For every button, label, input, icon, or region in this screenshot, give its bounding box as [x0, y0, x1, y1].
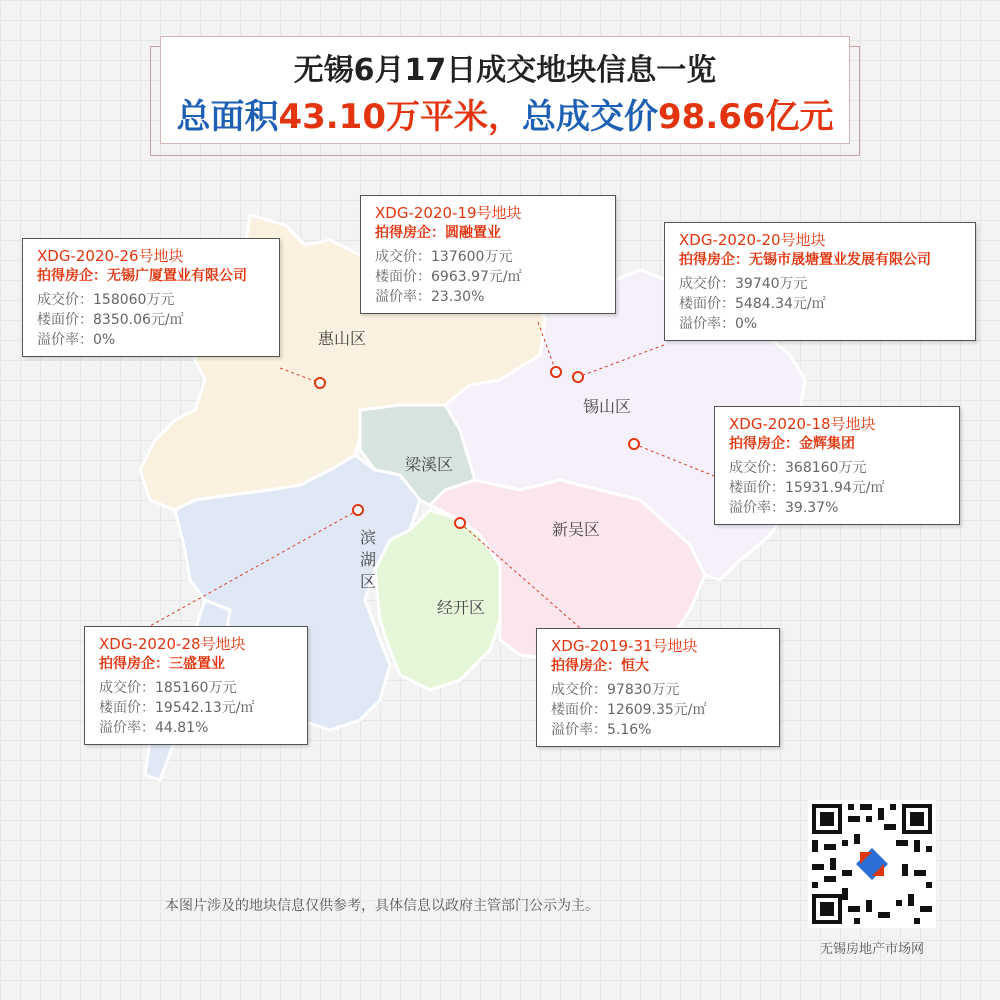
parcel-code: XDG-2019-31号地块 [551, 637, 698, 655]
parcel-price: 成交价：97830万元 [551, 682, 680, 698]
district-label-huishan: 惠山区 [318, 329, 367, 348]
parcel-card-20 [664, 222, 976, 341]
summary-price-value: 98.66亿元 [658, 97, 834, 137]
parcel-premium: 溢价率：5.16% [551, 722, 652, 738]
parcel-premium: 溢价率：39.37% [729, 500, 839, 516]
parcel-code: XDG-2020-28号地块 [99, 635, 246, 653]
parcel-marker-31 [455, 518, 465, 528]
parcel-premium: 溢价率：23.30% [375, 289, 485, 305]
qr-caption: 无锡房地产市场网 [819, 942, 924, 957]
parcel-floor-price: 楼面价：5484.34元/㎡ [679, 296, 826, 312]
parcel-price: 成交价：158060万元 [37, 292, 175, 308]
parcel-floor-price: 楼面价：15931.94元/㎡ [729, 480, 885, 496]
district-label-binhu-char-2: 湖 [359, 550, 376, 569]
parcel-premium: 溢价率：0% [37, 332, 116, 348]
parcel-price: 成交价：39740万元 [679, 276, 808, 292]
parcel-floor-price: 楼面价：8350.06元/㎡ [37, 312, 184, 328]
parcel-card-18 [714, 406, 960, 525]
title-box [160, 36, 850, 144]
parcel-code: XDG-2020-20号地块 [679, 231, 826, 249]
district-label-binhu [358, 527, 378, 593]
district-label-jingkai: 经开区 [437, 598, 486, 617]
parcel-floor-price: 楼面价：6963.97元/㎡ [375, 269, 522, 285]
parcel-marker-18 [629, 439, 639, 449]
parcel-premium: 溢价率：44.81% [99, 720, 209, 736]
parcel-premium: 溢价率：0% [679, 316, 758, 332]
summary-line [161, 89, 849, 138]
parcel-code: XDG-2020-19号地块 [375, 204, 522, 222]
disclaimer-text: 本图片涉及的地块信息仅供参考，具体信息以政府主管部门公示为主。 [165, 898, 599, 914]
parcel-floor-price: 楼面价：19542.13元/㎡ [99, 700, 255, 716]
district-label-binhu-char-1: 滨 [359, 528, 376, 547]
parcel-card-19 [360, 195, 616, 314]
parcel-developer: 拍得房企：圆融置业 [375, 225, 501, 241]
parcel-developer: 拍得房企：恒大 [551, 658, 649, 674]
parcel-price: 成交价：137600万元 [375, 249, 513, 265]
parcel-developer: 拍得房企：无锡市晟塘置业发展有限公司 [679, 252, 931, 268]
parcel-card-28 [84, 626, 308, 745]
parcel-developer: 拍得房企：无锡广厦置业有限公司 [37, 268, 247, 284]
parcel-marker-20 [573, 372, 583, 382]
parcel-floor-price: 楼面价：12609.35元/㎡ [551, 702, 707, 718]
page-title: 无锡6月17日成交地块信息一览 [293, 53, 717, 88]
qr-code-image [808, 800, 936, 928]
parcel-marker-28 [353, 505, 363, 515]
parcel-card-26 [22, 238, 280, 357]
parcel-price: 成交价：368160万元 [729, 460, 867, 476]
parcel-code: XDG-2020-18号地块 [729, 415, 876, 433]
parcel-marker-26 [315, 378, 325, 388]
summary-area-value: 43.10万平米， [278, 97, 522, 137]
district-label-xishan: 锡山区 [583, 397, 632, 416]
summary-area-label: 总面积 [176, 97, 279, 137]
district-label-liangxi: 梁溪区 [405, 455, 454, 474]
district-label-binhu-char-3: 区 [359, 572, 376, 591]
parcel-developer: 拍得房企：金辉集团 [729, 436, 855, 452]
parcel-price: 成交价：185160万元 [99, 680, 237, 696]
summary-price-label: 总成交价 [522, 97, 658, 137]
parcel-card-31 [536, 628, 780, 747]
district-label-xinwu: 新吴区 [552, 520, 601, 539]
parcel-marker-19 [551, 367, 561, 377]
parcel-developer: 拍得房企：三盛置业 [99, 656, 225, 672]
parcel-code: XDG-2020-26号地块 [37, 247, 184, 265]
